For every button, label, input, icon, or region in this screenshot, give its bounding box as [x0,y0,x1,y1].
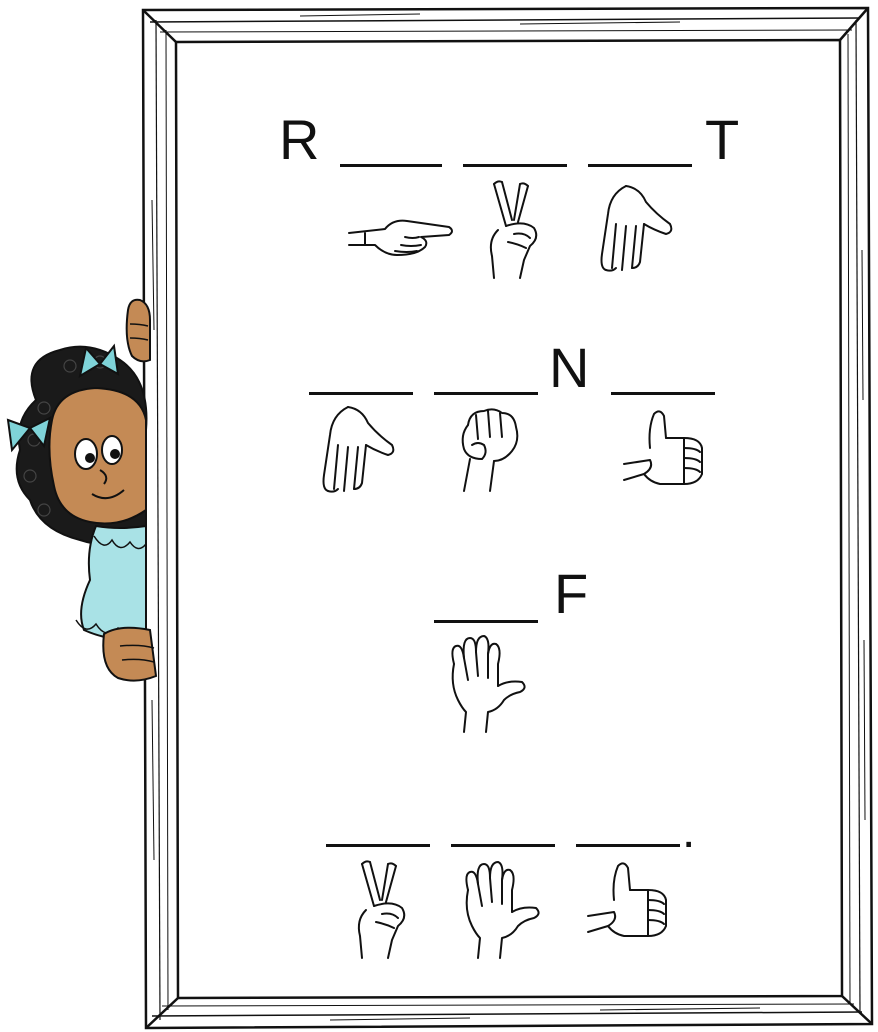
answer-blank[interactable] [326,844,430,847]
answer-blank[interactable] [309,392,413,395]
puzzle-letter: N [549,336,590,399]
puzzle-letter: R [279,108,320,171]
answer-blank[interactable] [434,620,538,623]
open-hand-spread-icon [448,634,528,734]
puzzle-letter: T [705,108,740,171]
two-fingers-crossed-hand-icon [484,180,544,280]
answer-blank[interactable] [463,164,567,167]
answer-blank[interactable] [588,164,692,167]
puzzle-letter: F [554,562,589,625]
answer-blank[interactable] [611,392,715,395]
hand-down-thumb-out-icon [318,405,398,495]
thumbs-up-sideways-hand-icon [584,860,670,940]
answer-blank[interactable] [576,844,680,847]
hand-down-thumb-out-icon [596,184,676,274]
two-fingers-crossed-hand-icon [352,860,412,960]
answer-blank[interactable] [340,164,442,167]
thumbs-up-sideways-hand-icon [620,408,706,488]
closed-fist-hand-icon [454,405,524,495]
index-pointing-sideways-hand-icon [345,205,455,265]
open-hand-spread-icon [462,860,542,960]
sentence-period: . [682,805,696,858]
answer-blank[interactable] [451,844,555,847]
peeking-girl-illustration [0,290,170,690]
answer-blank[interactable] [434,392,538,395]
